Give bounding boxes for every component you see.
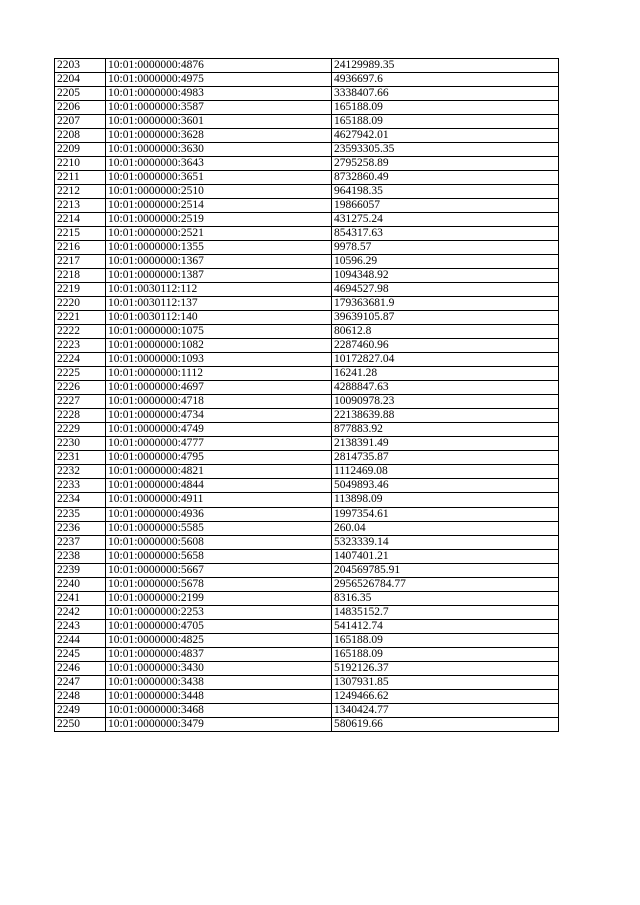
cadastral-number-cell: 10:01:0000000:3628 [106, 129, 332, 143]
table-row [55, 311, 559, 325]
value-cell: 8316.35 [332, 591, 559, 605]
table-row [55, 451, 559, 465]
table-row [55, 241, 559, 255]
cadastral-number-cell: 10:01:0000000:4749 [106, 423, 332, 437]
table-row [55, 409, 559, 423]
value-cell: 9978.57 [332, 241, 559, 255]
table-row [55, 395, 559, 409]
row-number-cell: 2222 [55, 325, 106, 339]
cadastral-number-cell: 10:01:0000000:1093 [106, 353, 332, 367]
cadastral-number-cell: 10:01:0000000:2510 [106, 185, 332, 199]
value-cell: 4694527.98 [332, 283, 559, 297]
table-row [55, 591, 559, 605]
table-row [55, 521, 559, 535]
table-row [55, 465, 559, 479]
table-row [55, 59, 559, 73]
row-number-cell: 2223 [55, 339, 106, 353]
value-cell: 2795258.89 [332, 157, 559, 171]
cadastral-number-cell: 10:01:0000000:5608 [106, 535, 332, 549]
value-cell: 2138391.49 [332, 437, 559, 451]
row-number-cell: 2224 [55, 353, 106, 367]
cadastral-number-cell: 10:01:0000000:4975 [106, 73, 332, 87]
cadastral-number-cell: 10:01:0000000:1387 [106, 269, 332, 283]
value-cell: 260.04 [332, 521, 559, 535]
row-number-cell: 2217 [55, 255, 106, 269]
row-number-cell: 2242 [55, 605, 106, 619]
row-number-cell: 2218 [55, 269, 106, 283]
cadastral-number-cell: 10:01:0000000:3651 [106, 171, 332, 185]
value-cell: 5323339.14 [332, 535, 559, 549]
cadastral-number-cell: 10:01:0000000:4821 [106, 465, 332, 479]
cadastral-number-cell: 10:01:0030112:137 [106, 297, 332, 311]
value-cell: 1249466.62 [332, 689, 559, 703]
row-number-cell: 2204 [55, 73, 106, 87]
table-row [55, 507, 559, 521]
cadastral-number-cell: 10:01:0030112:140 [106, 311, 332, 325]
table-row [55, 87, 559, 101]
cadastral-number-cell: 10:01:0000000:3643 [106, 157, 332, 171]
cadastral-number-cell: 10:01:0000000:1075 [106, 325, 332, 339]
cadastral-number-cell: 10:01:0000000:4718 [106, 395, 332, 409]
table-row [55, 101, 559, 115]
row-number-cell: 2234 [55, 493, 106, 507]
table-row [55, 73, 559, 87]
table-row [55, 689, 559, 703]
value-cell: 580619.66 [332, 717, 559, 731]
cadastral-number-cell: 10:01:0000000:4837 [106, 647, 332, 661]
cadastral-number-cell: 10:01:0000000:5658 [106, 549, 332, 563]
value-cell: 5192126.37 [332, 661, 559, 675]
table-row [55, 297, 559, 311]
value-cell: 1094348.92 [332, 269, 559, 283]
row-number-cell: 2241 [55, 591, 106, 605]
value-cell: 165188.09 [332, 633, 559, 647]
cadastral-number-cell: 10:01:0030112:112 [106, 283, 332, 297]
cadastral-number-cell: 10:01:0000000:4697 [106, 381, 332, 395]
cadastral-number-cell: 10:01:0000000:4795 [106, 451, 332, 465]
value-cell: 19866057 [332, 199, 559, 213]
table-row [55, 115, 559, 129]
cadastral-number-cell: 10:01:0000000:2253 [106, 605, 332, 619]
value-cell: 4627942.01 [332, 129, 559, 143]
value-cell: 22138639.88 [332, 409, 559, 423]
table-row [55, 283, 559, 297]
row-number-cell: 2248 [55, 689, 106, 703]
row-number-cell: 2231 [55, 451, 106, 465]
table-row [55, 675, 559, 689]
row-number-cell: 2249 [55, 703, 106, 717]
table-row [55, 171, 559, 185]
value-cell: 4288847.63 [332, 381, 559, 395]
cadastral-number-cell: 10:01:0000000:1082 [106, 339, 332, 353]
table-row [55, 633, 559, 647]
cadastral-number-cell: 10:01:0000000:2199 [106, 591, 332, 605]
row-number-cell: 2246 [55, 661, 106, 675]
cadastral-number-cell: 10:01:0000000:4983 [106, 87, 332, 101]
value-cell: 16241.28 [332, 367, 559, 381]
row-number-cell: 2227 [55, 395, 106, 409]
table-row [55, 535, 559, 549]
table-row [55, 339, 559, 353]
row-number-cell: 2213 [55, 199, 106, 213]
cadastral-number-cell: 10:01:0000000:4876 [106, 59, 332, 73]
cadastral-number-cell: 10:01:0000000:4734 [106, 409, 332, 423]
row-number-cell: 2229 [55, 423, 106, 437]
table-row [55, 367, 559, 381]
cadastral-number-cell: 10:01:0000000:3630 [106, 143, 332, 157]
cadastral-number-cell: 10:01:0000000:2521 [106, 227, 332, 241]
value-cell: 877883.92 [332, 423, 559, 437]
value-cell: 10090978.23 [332, 395, 559, 409]
table-row [55, 493, 559, 507]
value-cell: 4936697.6 [332, 73, 559, 87]
row-number-cell: 2232 [55, 465, 106, 479]
row-number-cell: 2205 [55, 87, 106, 101]
table-row [55, 661, 559, 675]
value-cell: 1407401.21 [332, 549, 559, 563]
table-row [55, 619, 559, 633]
cadastral-number-cell: 10:01:0000000:3479 [106, 717, 332, 731]
row-number-cell: 2238 [55, 549, 106, 563]
cadastral-number-cell: 10:01:0000000:4936 [106, 507, 332, 521]
row-number-cell: 2208 [55, 129, 106, 143]
cadastral-number-cell: 10:01:0000000:2519 [106, 213, 332, 227]
cadastral-number-cell: 10:01:0000000:3430 [106, 661, 332, 675]
table-row [55, 255, 559, 269]
row-number-cell: 2209 [55, 143, 106, 157]
table-row [55, 703, 559, 717]
row-number-cell: 2243 [55, 619, 106, 633]
row-number-cell: 2220 [55, 297, 106, 311]
value-cell: 1307931.85 [332, 675, 559, 689]
cadastral-number-cell: 10:01:0000000:3468 [106, 703, 332, 717]
cadastral-number-cell: 10:01:0000000:5585 [106, 521, 332, 535]
row-number-cell: 2237 [55, 535, 106, 549]
value-cell: 165188.09 [332, 101, 559, 115]
value-cell: 2814735.87 [332, 451, 559, 465]
table-row [55, 381, 559, 395]
value-cell: 204569785.91 [332, 563, 559, 577]
value-cell: 431275.24 [332, 213, 559, 227]
row-number-cell: 2214 [55, 213, 106, 227]
value-cell: 854317.63 [332, 227, 559, 241]
row-number-cell: 2206 [55, 101, 106, 115]
row-number-cell: 2239 [55, 563, 106, 577]
cadastral-number-cell: 10:01:0000000:4844 [106, 479, 332, 493]
row-number-cell: 2236 [55, 521, 106, 535]
row-number-cell: 2210 [55, 157, 106, 171]
table-row [55, 437, 559, 451]
cadastral-number-cell: 10:01:0000000:1367 [106, 255, 332, 269]
value-cell: 1997354.61 [332, 507, 559, 521]
row-number-cell: 2212 [55, 185, 106, 199]
value-cell: 165188.09 [332, 115, 559, 129]
table-row [55, 143, 559, 157]
value-cell: 10172827.04 [332, 353, 559, 367]
cadastral-number-cell: 10:01:0000000:5678 [106, 577, 332, 591]
row-number-cell: 2247 [55, 675, 106, 689]
value-cell: 165188.09 [332, 647, 559, 661]
value-cell: 113898.09 [332, 493, 559, 507]
row-number-cell: 2244 [55, 633, 106, 647]
value-cell: 80612.8 [332, 325, 559, 339]
table-row [55, 157, 559, 171]
table-body [55, 59, 559, 732]
table-row [55, 325, 559, 339]
row-number-cell: 2215 [55, 227, 106, 241]
table-row [55, 129, 559, 143]
row-number-cell: 2228 [55, 409, 106, 423]
value-cell: 10596.29 [332, 255, 559, 269]
cadastral-number-cell: 10:01:0000000:4777 [106, 437, 332, 451]
row-number-cell: 2216 [55, 241, 106, 255]
value-cell: 541412.74 [332, 619, 559, 633]
value-cell: 8732860.49 [332, 171, 559, 185]
value-cell: 1340424.77 [332, 703, 559, 717]
cadastral-number-cell: 10:01:0000000:2514 [106, 199, 332, 213]
row-number-cell: 2233 [55, 479, 106, 493]
value-cell: 14835152.7 [332, 605, 559, 619]
table-row [55, 423, 559, 437]
value-cell: 5049893.46 [332, 479, 559, 493]
row-number-cell: 2219 [55, 283, 106, 297]
cadastral-number-cell: 10:01:0000000:5667 [106, 563, 332, 577]
row-number-cell: 2211 [55, 171, 106, 185]
cadastral-table [54, 58, 559, 732]
table-row [55, 213, 559, 227]
table-row [55, 353, 559, 367]
value-cell: 39639105.87 [332, 311, 559, 325]
value-cell: 1112469.08 [332, 465, 559, 479]
table-row [55, 647, 559, 661]
table-row [55, 227, 559, 241]
row-number-cell: 2225 [55, 367, 106, 381]
table-row [55, 563, 559, 577]
row-number-cell: 2207 [55, 115, 106, 129]
value-cell: 2287460.96 [332, 339, 559, 353]
table-row [55, 717, 559, 731]
row-number-cell: 2235 [55, 507, 106, 521]
cadastral-number-cell: 10:01:0000000:3438 [106, 675, 332, 689]
row-number-cell: 2230 [55, 437, 106, 451]
value-cell: 3338407.66 [332, 87, 559, 101]
table-row [55, 199, 559, 213]
table-row [55, 577, 559, 591]
table-row [55, 549, 559, 563]
cadastral-number-cell: 10:01:0000000:4911 [106, 493, 332, 507]
row-number-cell: 2203 [55, 59, 106, 73]
cadastral-number-cell: 10:01:0000000:3601 [106, 115, 332, 129]
row-number-cell: 2250 [55, 717, 106, 731]
row-number-cell: 2245 [55, 647, 106, 661]
cadastral-number-cell: 10:01:0000000:4705 [106, 619, 332, 633]
value-cell: 2956526784.77 [332, 577, 559, 591]
table-row [55, 605, 559, 619]
value-cell: 964198.35 [332, 185, 559, 199]
cadastral-number-cell: 10:01:0000000:1355 [106, 241, 332, 255]
cadastral-number-cell: 10:01:0000000:4825 [106, 633, 332, 647]
table-row [55, 269, 559, 283]
value-cell: 24129989.35 [332, 59, 559, 73]
table-row [55, 479, 559, 493]
cadastral-number-cell: 10:01:0000000:3448 [106, 689, 332, 703]
cadastral-number-cell: 10:01:0000000:1112 [106, 367, 332, 381]
value-cell: 179363681.9 [332, 297, 559, 311]
table-row [55, 185, 559, 199]
row-number-cell: 2226 [55, 381, 106, 395]
cadastral-number-cell: 10:01:0000000:3587 [106, 101, 332, 115]
value-cell: 23593305.35 [332, 143, 559, 157]
row-number-cell: 2221 [55, 311, 106, 325]
row-number-cell: 2240 [55, 577, 106, 591]
